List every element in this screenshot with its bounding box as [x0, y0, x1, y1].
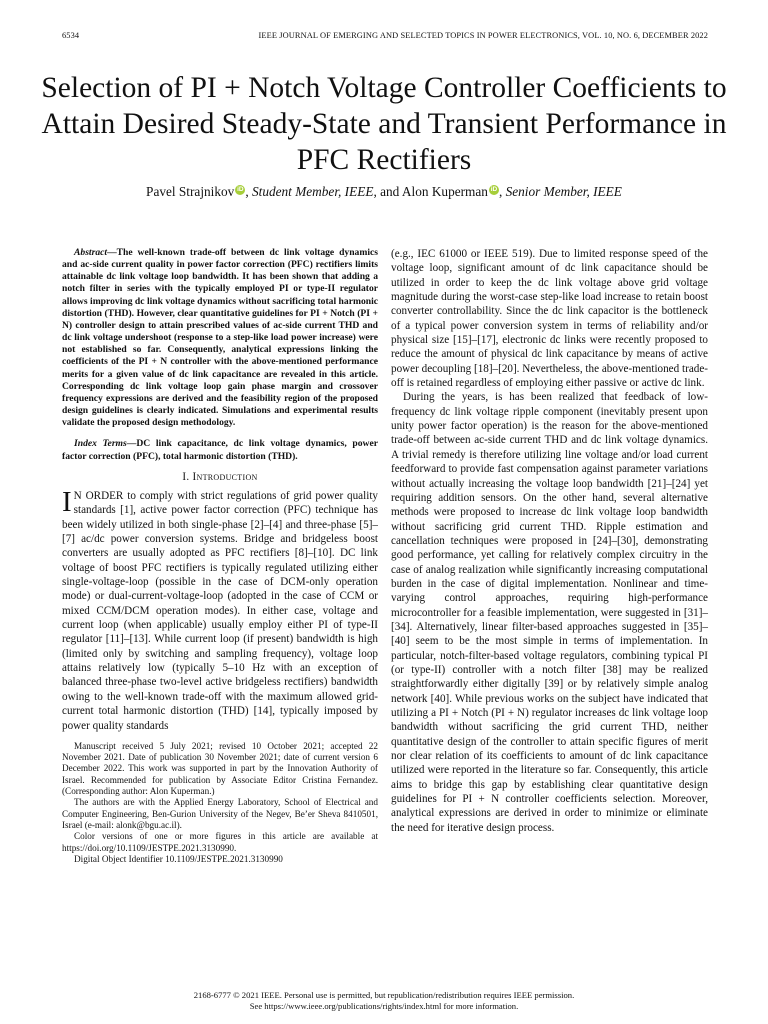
orcid-icon[interactable]: iD: [490, 186, 498, 193]
intro-paragraph-1: [62, 486, 378, 733]
running-header: [62, 31, 708, 40]
footnote-manuscript: Manuscript received 5 July 2021; revised 10 October 2021; accepted 22 November 2021. Date of publication 30 November 2021; date of current version 6 December 2022. This work was supported in part by the Innovation Authority of Israel. Recommended for publication by Associate Editor Cristina Fernandez. (Corresponding author: Alon Kuperman.): [62, 740, 378, 797]
author-line: Pavel Strajnikov iD , Student Member, IEEE, and Alon Kuperman iD , Senior Member, IEEE: [146, 184, 622, 199]
journal-name: IEEE JOURNAL OF EMERGING AND SELECTED TOPICS IN POWER ELECTRONICS, VOL. 10, NO. 6, DECEMBER 2022: [258, 31, 708, 40]
author-1-role: Student Member, IEEE: [251, 184, 374, 199]
left-column: [62, 247, 378, 865]
intro-paragraph-2: (e.g., IEC 61000 or IEEE 519). Due to limited response speed of the voltage loop, significant amount of dc link capacitance should be utilized in order to keep the dc link voltage above grid voltage magnitude during the worst-case step-like load increase to retain boost converter controllability. Since the dc link capacitor is the bottleneck of a typical power conversion system in terms of reliability and/or physical size [15]–[17], electronic dc links were recently proposed to reduce the amount of physical dc link capacitance by means of active power decoupling [18]–[20]. Nevertheless, the above-mentioned trade-off is retained regardless of employing either passive or active dc link.: [391, 248, 708, 390]
abstract: Abstract—The well-known trade-off between dc link voltage dynamics and ac-side current quality in power factor correction (PFC) rectifiers limits attainable dc link voltage loop bandwidth. It has been shown that adding a notch filter in series with the typically employed PI or type-II regulator allows improving dc link voltage dynamics without sacrificing total harmonic distortion (THD). However, clear quantitative guidelines for PI + Notch (PI + N) controller design to attain prescribed values of ac-side current THD and dc link voltage undershoot (response to a step-like load power increase) were not established so far. Consequently, analytical expressions linking the coefficients of the PI + N controller with the above-mentioned performance merits for a given value of dc link capacitance are revealed in this article. Corresponding dc link voltage loop gain phase margin and crossover frequency expressions are derived and the feasibility region of the proposed design guidelines is clearly indicated. Simulations and experimental results validate the proposed design methodology.: [62, 247, 378, 429]
author-conjunction: , and: [373, 184, 402, 199]
right-column: [391, 247, 708, 835]
page-number: 6534: [62, 31, 80, 40]
footnote-color[interactable]: Color versions of one or more figures in this article are available at https://doi.org/10.1109/JESTPE.2021.3130990.: [62, 831, 378, 853]
author-2-name[interactable]: Alon Kuperman: [401, 184, 488, 199]
rights-link[interactable]: See https://www.ieee.org/publications/rights/index.html for more information.: [249, 1001, 519, 1011]
drop-cap: I: [62, 486, 72, 518]
author-2-role: Senior Member, IEEE: [505, 184, 622, 199]
footnote-affiliation: The authors are with the Applied Energy Laboratory, School of Electrical and Computer Engineering, Ben-Gurion University of the Negev, Be’er Sheva 8410501, Israel (e-mail: alonk@bgu.ac.il).: [62, 797, 378, 830]
footnote-doi[interactable]: Digital Object Identifier 10.1109/JESTPE.2021.3130990: [74, 853, 283, 864]
section-heading: [62, 470, 378, 484]
abstract-label: Abstract: [74, 247, 108, 258]
copyright-footer: [40, 990, 728, 1012]
paper-title: Selection of PI + Notch Voltage Controller Coefficients to Attain Desired Steady-State and Transient Performance in PFC Rectifiers: [41, 72, 727, 176]
section-number: I.: [182, 470, 190, 483]
section-title: Introduction: [192, 470, 258, 483]
index-terms-label: Index Terms: [74, 438, 127, 450]
copyright-line: 2168-6777 © 2021 IEEE. Personal use is permitted, but republication/redistribution requires IEEE permission.: [193, 990, 575, 1000]
intro-paragraph-3: During the years, is has been realized that feedback of low-frequency dc link voltage ripple component (inevitably present upon unity power factor operation) is the reason for the above-mentioned trade-off between ac-side current THD and dc link voltage dynamics. A trivial remedy is therefore utilizing line voltage and/or load current feedforward to provide fast compensation against parameter variations without actually increasing the voltage loop bandwidth [21]–[24] yet requiring addition sensors. On the other hand, several alternative methods were proposed to increase dc link voltage loop bandwidth without sacrificing grid current THD. Ripple estimation and cancellation techniques were proposed in [24]–[30], demonstrating good performance, yet calling for relatively complex circuitry in the case of analog realization while significantly increasing computational burden in the case of digital implementation. Nonlinear and time-varying control approaches, requiring high-performance microcontroller for a feasible implementation, were suggested in [31]–[34]. Alternatively, linear filter-based approaches suggested in [35]–[40] seem to be the most simple in terms of implementation. In particular, notch-filter-based voltage regulators, combining typical PI (or type-II) controller with a notch filter [38] may be realized straightforwardly either digitally [39] or by relatively simple analog network [40]. While previous works on the subject have indicated that utilizing a PI + Notch (PI + N) regulator increases dc link voltage loop bandwidth without sacrificing the grid current THD, neither quantitative design of the controller to attain specific figures of merit nor clear relation of its coefficients to amount of dc link capacitance utilized were reported in the literature so far. Consequently, this article aims to bridge this gap by establishing clear quantitative design guidelines for PI + N controller coefficients selection. Moreover, analytical expressions are derived in order to minimize or eliminate the need for iterative design process.: [391, 391, 708, 834]
orcid-icon[interactable]: iD: [237, 186, 244, 193]
author-1-name[interactable]: Pavel Strajnikov: [146, 184, 235, 199]
index-terms-text: DC link capacitance, dc link voltage dynamics, power factor correction (PFC), total harmonic distortion (THD).: [62, 438, 378, 462]
intro-lead: N ORDER: [73, 490, 124, 502]
abstract-text: The well-known trade-off between dc link voltage dynamics and ac-side current quality in power factor correction (PFC) rectifiers limits attainable dc link voltage loop bandwidth. It has been shown that adding a notch filter in series with the typically employed PI or type-II regulator allows improving dc link voltage dynamics without sacrificing total harmonic distortion (THD). However, clear quantitative guidelines for PI + Notch (PI + N) controller design to attain prescribed values of ac-side current THD and dc link voltage undershoot (response to a step-like load power increase) were not established so far. Consequently, analytical expressions linking the coefficients of the PI + N controller with the above-mentioned performance merits for a given value of dc link capacitance are revealed in this article. Corresponding dc link voltage loop gain phase margin and crossover frequency expressions are derived and the feasibility region of the proposed design guidelines is clearly indicated. Simulations and experimental results validate the proposed design methodology.: [62, 247, 378, 429]
intro-text: to comply with strict regulations of grid power quality standards [1], active power factor correction (PFC) technique has been widely utilized in both single-phase [2]–[4] and three-phase [5]–[7] ac/dc power conversion systems. Bridge and bridgeless boost converters are usually adopted as PFC rectifiers [8]–[10]. DC link voltage of boost PFC rectifiers is typically regulated utilizing either single-voltage-loop (possible in the case of DCM-only operation mode) or dual-current-voltage-loop (adopted in the case of CCM or mixed CCM/DCM operation modes). In either case, voltage and current loop (when applicable) usually employ either PI of type-II regulator [11]–[13]. While current loop (if present) bandwidth is high (limited only by switching and sampling frequency), voltage loop attains relatively low (typically 5–10 Hz with an exception of balanced three-phase two-level active bridgeless rectifiers) bandwidth owing to the well-known trade-off with the maximum allowed grid-current total harmonic distortion (THD) [14], typically imposed by power quality standards: [62, 490, 378, 732]
index-terms: Index Terms—DC link capacitance, dc link voltage dynamics, power factor correction (PFC), total harmonic distortion (THD).: [62, 438, 378, 462]
footnotes: [62, 741, 378, 865]
